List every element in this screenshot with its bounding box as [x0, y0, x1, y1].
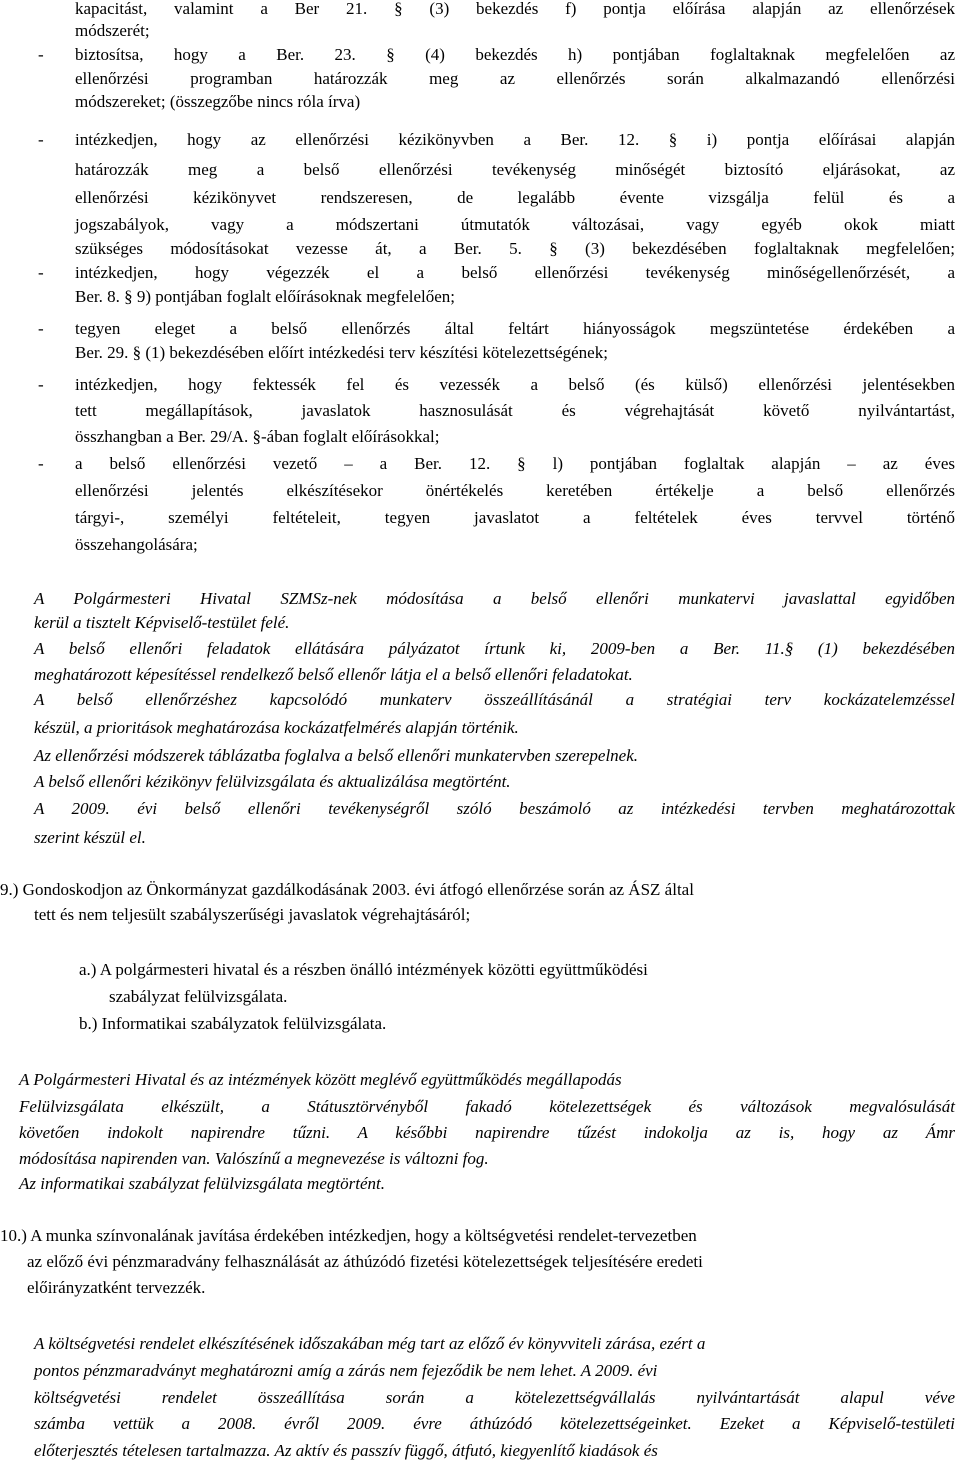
italic-line: Az ellenőrzési módszerek táblázatba foglalva a belső ellenőri munkatervben szerepelnek.: [34, 746, 639, 765]
italic-line: Felülvizsgálata elkészült, a Státusztörvényből fakadó kötelezettségek és változások megvalósulását: [19, 1097, 955, 1116]
text-line: tett és nem teljesült szabályszerűségi javaslatok végrehajtásáról;: [34, 905, 471, 924]
text-line: módszereket; (összegzőbe nincs róla írva): [75, 92, 361, 111]
bullet-dash: -: [38, 45, 44, 64]
text-line: ellenőrzési programban határozzák meg az ellenőrzés során alkalmazandó ellenőrzési: [75, 69, 955, 88]
italic-line: szerint készül el.: [34, 828, 146, 847]
text-line: a belső ellenőrzési vezető – a Ber. 12. § l) pontjában foglaltak alapján – az éves: [75, 454, 955, 473]
item-heading: 9.) Gondoskodjon az Önkormányzat gazdálkodásának 2003. évi átfogó ellenőrzése során az ÁSZ által: [0, 880, 694, 899]
italic-line: Az informatikai szabályzat felülvizsgálata megtörtént.: [19, 1174, 385, 1193]
sub-item-b: b.) Informatikai szabályzatok felülvizsgálata.: [79, 1014, 387, 1033]
item-heading: 10.) A munka színvonalának javítása érdekében intézkedjen, hogy a költségvetési rendelet-tervezetben: [0, 1226, 697, 1245]
text-line: kapacitást, valamint a Ber 21. § (3) bekezdés f) pontja előírása alapján az ellenőrzések: [75, 0, 955, 18]
bullet-dash: -: [38, 375, 44, 394]
italic-line: A belső ellenőrzéshez kapcsolódó munkaterv összeállításánál a stratégiai terv kockázatelemzéssel: [34, 690, 955, 709]
text-line: tett megállapítások, javaslatok hasznosulását és végrehajtását követő nyilvántartást,: [75, 401, 955, 420]
italic-line: A Polgármesteri Hivatal és az intézmények között meglévő együttműködés megállapodás: [19, 1070, 622, 1089]
text-line: előirányzatként tervezzék.: [27, 1278, 206, 1297]
bullet-dash: -: [38, 319, 44, 338]
italic-line: költségvetési rendelet összeállítása során a kötelezettségvállalás nyilvántartását alapul véve: [34, 1388, 955, 1407]
italic-line: A költségvetési rendelet elkészítésének időszakában még tart az előző év könyvviteli zárása, ezért a: [34, 1334, 706, 1353]
italic-line: A belső ellenőri feladatok ellátására pályázatot írtunk ki, 2009-ben a Ber. 11.§ (1) bekezdésében: [34, 639, 955, 658]
italic-line: pontos pénzmaradványt meghatározni amíg a zárás nem fejeződik be nem lehet. A 2009. évi: [34, 1361, 658, 1380]
italic-line: előterjesztés tételesen tartalmazza. Az aktív és passzív függő, átfutó, kiegyenlítő kiadások és: [34, 1441, 658, 1460]
text-line: intézkedjen, hogy végezzék el a belső ellenőrzési tevékenység minőségellenőrzését, a: [75, 263, 955, 282]
text-line: szabályzat felülvizsgálata.: [109, 987, 288, 1006]
italic-line: módosítása napirenden van. Valószínű a megnevezése is változni fog.: [19, 1149, 489, 1168]
text-line: Ber. 8. § 9) pontjában foglalt előírásoknak megfelelően;: [75, 287, 456, 306]
italic-line: A belső ellenőri kézikönyv felülvizsgálata és aktualizálása megtörtént.: [34, 772, 511, 791]
bullet-dash: -: [38, 130, 44, 149]
text-line: biztosítsa, hogy a Ber. 23. § (4) bekezdés h) pontjában foglaltaknak megfelelően az: [75, 45, 955, 64]
text-line: módszerét;: [75, 21, 150, 40]
text-line: határozzák meg a belső ellenőrzési tevékenység minőségét biztosító eljárásokat, az: [75, 160, 955, 179]
text-line: ellenőrzési jelentés elkészítésekor önértékelés keretében értékelje a belső ellenőrzés: [75, 481, 955, 500]
italic-line: kerül a tisztelt Képviselő-testület felé.: [34, 613, 290, 632]
text-line: tegyen eleget a belső ellenőrzés által feltárt hiányosságok megszüntetése érdekében a: [75, 319, 955, 338]
text-line: Ber. 29. § (1) bekezdésében előírt intézkedési terv készítési kötelezettségének;: [75, 343, 608, 362]
text-line: intézkedjen, hogy fektessék fel és vezessék a belső (és külső) ellenőrzési jelentésekben: [75, 375, 955, 394]
text-line: összehangolására;: [75, 535, 198, 554]
italic-line: számba vettük a 2008. évről 2009. évre áthúzódó kötelezettségeinket. Ezeket a Képviselő-testületi: [34, 1414, 955, 1433]
italic-line: követően indokolt napirendre tűzni. A későbbi napirendre tűzést indokolja az is, hogy az Ámr: [19, 1123, 955, 1142]
text-line: szükséges módosításokat vezesse át, a Ber. 5. § (3) bekezdésében foglaltaknak megfelelően;: [75, 239, 955, 258]
italic-line: A 2009. évi belső ellenőri tevékenységről szóló beszámoló az intézkedési tervben meghatározottak: [34, 799, 955, 818]
italic-line: készül, a prioritások meghatározása kockázatfelmérés alapján történik.: [34, 718, 519, 737]
bullet-dash: -: [38, 454, 44, 473]
sub-item-a: a.) A polgármesteri hivatal és a részben önálló intézmények közötti együttműködési: [79, 960, 648, 979]
text-line: intézkedjen, hogy az ellenőrzési kézikönyvben a Ber. 12. § i) pontja előírásai alapján: [75, 130, 955, 149]
bullet-dash: -: [38, 263, 44, 282]
text-line: jogszabályok, vagy a módszertani útmutatók változásai, vagy egyéb okok miatt: [75, 215, 955, 234]
italic-line: meghatározott képesítéssel rendelkező belső ellenőr látja el a belső ellenőri feladatokat.: [34, 665, 633, 684]
text-line: az előző évi pénzmaradvány felhasználását az áthúzódó fizetési kötelezettségek teljesítésére eredeti: [27, 1252, 703, 1271]
text-line: ellenőrzési kézikönyvet rendszeresen, de legalább évente vizsgálja felül és a: [75, 188, 955, 207]
text-line: összhangban a Ber. 29/A. §-ában foglalt előírásokkal;: [75, 427, 440, 446]
italic-line: A Polgármesteri Hivatal SZMSz-nek módosítása a belső ellenőri munkatervi javaslattal egyidőben: [34, 589, 955, 608]
text-line: tárgyi-, személyi feltételeit, tegyen javaslatot a feltételek éves tervvel történő: [75, 508, 955, 527]
